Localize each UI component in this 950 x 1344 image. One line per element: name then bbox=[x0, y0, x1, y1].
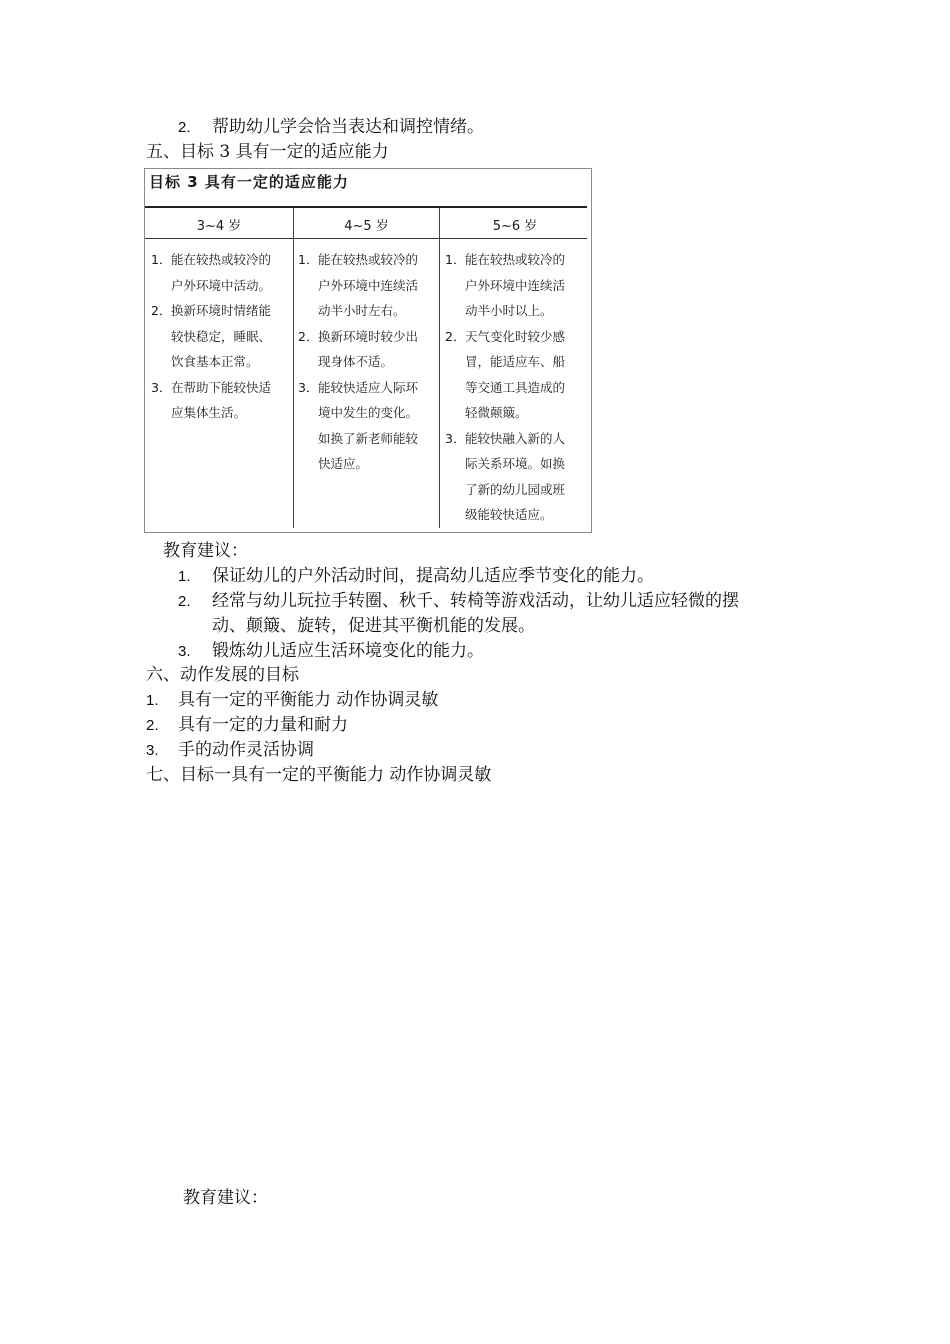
item-text: 帮助幼儿学会恰当表达和调控情绪。 bbox=[212, 117, 484, 137]
advice-label: 教育建议： bbox=[183, 1188, 268, 1208]
cell-item: 2． 天气变化时较少感 冒，能适应车、船 等交通工具造成的 轻微颠簸。 bbox=[445, 328, 566, 420]
table-cell bbox=[151, 247, 291, 426]
column-divider bbox=[439, 208, 440, 528]
goal-table bbox=[144, 168, 592, 533]
list-item: 2. 经常与幼儿玩拉手转圈、秋千、转椅等游戏活动，让幼儿适应轻微的摆 bbox=[178, 591, 739, 611]
cell-item: 3． 在帮助下能较快适 应集体生活。 bbox=[151, 379, 272, 420]
column-header: 4~5 岁 bbox=[344, 219, 389, 234]
cell-item: 3． 能较快适应人际环 境中发生的变化。 如换了新老师能较 快适应。 bbox=[298, 379, 419, 471]
cell-item: 2． 换新环境时较少出 现身体不适。 bbox=[298, 328, 419, 369]
column-header: 3~4 岁 bbox=[196, 219, 242, 234]
cell-item: 2． 换新环境时情绪能 较快稳定，睡眠、 饮食基本正常。 bbox=[151, 303, 272, 369]
table-title: 目标 3 具有一定的适应能力 bbox=[149, 173, 349, 191]
list-item: 1. 具有一定的平衡能力 动作协调灵敏 bbox=[146, 690, 439, 710]
list-item: 3. 锻炼幼儿适应生活环境变化的能力。 bbox=[178, 641, 484, 661]
list-item bbox=[178, 115, 484, 140]
cell-item: 1． 能在较热或较冷的 户外环境中连续活 动半小时左右。 bbox=[298, 252, 419, 318]
cell-item: 1． 能在较热或较冷的 户外环境中活动。 bbox=[151, 252, 272, 293]
list-item-continuation: 动、颠簸、旋转，促进其平衡机能的发展。 bbox=[212, 616, 535, 636]
list-item: 2. 具有一定的力量和耐力 bbox=[146, 715, 348, 735]
table-header-rule bbox=[145, 238, 587, 239]
cell-item: 1． 能在较热或较冷的 户外环境中连续活 动半小时以上。 bbox=[445, 252, 566, 318]
table-cell bbox=[445, 247, 590, 528]
column-header: 5~6 岁 bbox=[492, 219, 538, 234]
list-item: 3. 手的动作灵活协调 bbox=[146, 740, 314, 760]
table-top-rule bbox=[145, 206, 587, 208]
section-heading: 七、目标一具有一定的平衡能力 动作协调灵敏 bbox=[146, 765, 492, 785]
item-number: 2. bbox=[178, 119, 191, 136]
advice-label: 教育建议： bbox=[163, 541, 248, 561]
section-heading: 五、目标 3 具有一定的适应能力 bbox=[146, 142, 389, 162]
section-heading: 六、动作发展的目标 bbox=[146, 665, 299, 685]
table-cell bbox=[298, 247, 438, 477]
list-item: 1. 保证幼儿的户外活动时间，提高幼儿适应季节变化的能力。 bbox=[178, 566, 654, 586]
cell-item: 3． 能较快融入新的人 际关系环境。如换 了新的幼儿园或班 级能较快适应。 bbox=[445, 430, 566, 522]
column-divider bbox=[293, 208, 294, 528]
